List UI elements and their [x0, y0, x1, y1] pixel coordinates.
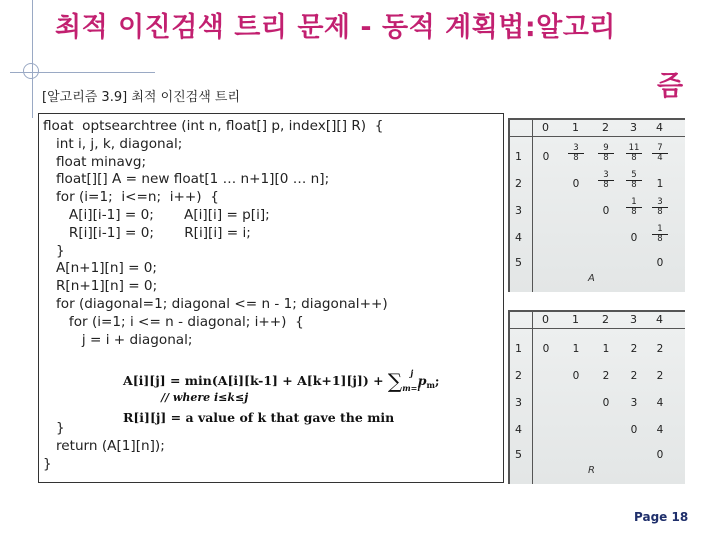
matrix-cell: $\frac{3}{8}$: [568, 144, 584, 163]
decor-vertical-line: [32, 0, 33, 118]
page-number: Page 18: [634, 510, 689, 524]
sum-term-sub: m: [426, 380, 435, 390]
matrix-col-header: 4: [656, 121, 663, 134]
matrix-row-header: 2: [515, 177, 522, 190]
code-line: for (i=1; i<=n; i++) {: [55, 189, 219, 206]
matrix-cell: 0: [602, 397, 610, 409]
matrix-cell: 1: [656, 178, 664, 190]
matrix-col-header: 3: [630, 313, 637, 326]
code-line: }: [55, 242, 65, 259]
matrix-cell: 2: [602, 370, 610, 382]
matrix-cell: 1: [602, 343, 610, 355]
matrix-cell: 0: [656, 449, 664, 461]
algorithm-subtitle: [알고리즘 3.9] 최적 이진검색 트리: [42, 90, 241, 105]
matrix-row-header: 1: [515, 150, 522, 163]
matrix-row-header: 4: [515, 231, 522, 244]
code-line: float optsearchtree (int n, float[] p, index[][] R) {: [43, 118, 384, 134]
code-line: float minavg;: [55, 153, 147, 170]
matrix-col-header: 3: [630, 121, 637, 134]
matrix-cell: 2: [656, 343, 664, 355]
sum-upper-index: j: [410, 368, 414, 378]
matrix-cell: 4: [656, 397, 664, 409]
matrix-row-header: 1: [515, 342, 522, 355]
matrix-cell: $\frac{5}{8}$: [626, 171, 642, 190]
recurrence-formula: [123, 368, 440, 393]
matrix-cell: 0: [542, 151, 550, 163]
matrix-cell: 2: [630, 370, 638, 382]
matrix-caption: A: [588, 273, 595, 284]
matrix-cell: 0: [542, 343, 550, 355]
pseudocode-tail: [43, 420, 165, 473]
matrix-col-header: 1: [572, 121, 579, 134]
matrix-col-header: 1: [572, 313, 579, 326]
matrix-row-header: 5: [515, 448, 522, 461]
matrix-cell: $\frac{3}{8}$: [598, 171, 614, 190]
matrix-divider: [532, 312, 533, 484]
formula-a-text: A[i][j] = min(A[i][k-1] + A[k+1][j]) +: [123, 373, 384, 388]
code-line: for (i=1; i <= n - diagonal; i++) {: [68, 313, 304, 330]
slide-title: 최적 이진검색 트리 문제 - 동적 계획법:알고리: [55, 12, 616, 43]
root-formula: R[i][j] = a value of k that gave the min: [123, 410, 395, 425]
code-line: j = i + diagonal;: [43, 331, 193, 348]
decor-circle: [23, 63, 39, 79]
code-line: }: [55, 420, 65, 436]
matrix-cell: $\frac{11}{8}$: [626, 144, 642, 163]
code-line: for (diagonal=1; diagonal <= n - 1; diagonal++): [55, 295, 388, 312]
matrix-cell: 3: [630, 397, 638, 409]
matrix-cell: 0: [572, 370, 580, 382]
matrix-cell: 2: [630, 343, 638, 355]
code-line: float[][] A = new float[1 … n+1][0 … n];: [55, 171, 330, 188]
matrix-cell: 4: [656, 424, 664, 436]
matrix-row-header: 4: [515, 423, 522, 436]
matrix-col-header: 2: [602, 121, 609, 134]
matrix-cell: $\frac{1}{8}$: [652, 225, 668, 244]
matrix-row-header: 3: [515, 204, 522, 217]
sum-lower-index: m=i: [402, 383, 421, 393]
pseudocode-text: [43, 118, 388, 349]
summation-symbol: ∑: [387, 369, 403, 393]
matrix-cell: $\frac{1}{8}$: [626, 198, 642, 217]
matrix-caption: R: [588, 465, 595, 476]
sum-term: p: [417, 373, 427, 388]
matrix-row-header: 2: [515, 369, 522, 382]
matrix-cell: 1: [572, 343, 580, 355]
matrix-row-header: 5: [515, 256, 522, 269]
matrix-cell: 0: [572, 178, 580, 190]
matrix-col-header: 4: [656, 313, 663, 326]
matrix-divider: [532, 120, 533, 292]
where-comment: // where i≤k≤j: [161, 391, 249, 404]
matrix-cell: $\frac{7}{4}$: [652, 144, 668, 163]
matrix-cell: 2: [656, 370, 664, 382]
code-line: }: [43, 455, 52, 472]
matrix-col-header: 0: [542, 121, 549, 134]
pseudocode-box: [38, 113, 504, 483]
matrix-col-header: 2: [602, 313, 609, 326]
slide-title-continuation: 즘: [657, 71, 684, 102]
code-line: A[i][i-1] = 0; A[i][i] = p[i];: [68, 206, 270, 223]
code-line: A[n+1][n] = 0;: [55, 260, 158, 277]
code-line: int i, j, k, diagonal;: [55, 135, 183, 152]
formula-end: ;: [434, 373, 440, 388]
matrix-cell: 0: [602, 205, 610, 217]
matrix-row-header: 3: [515, 396, 522, 409]
code-line: R[n+1][n] = 0;: [55, 278, 158, 295]
matrix-cell: 0: [630, 424, 638, 436]
matrix-cell: 0: [656, 257, 664, 269]
code-line: R[i][i-1] = 0; R[i][i] = i;: [68, 224, 251, 241]
code-line: return (A[1][n]);: [55, 437, 165, 454]
matrix-col-header: 0: [542, 313, 549, 326]
matrix-cell: $\frac{9}{8}$: [598, 144, 614, 163]
matrix-cell: $\frac{3}{8}$: [652, 198, 668, 217]
matrix-a-table: [508, 118, 685, 292]
matrix-r-table: [508, 310, 685, 484]
matrix-cell: 0: [630, 232, 638, 244]
